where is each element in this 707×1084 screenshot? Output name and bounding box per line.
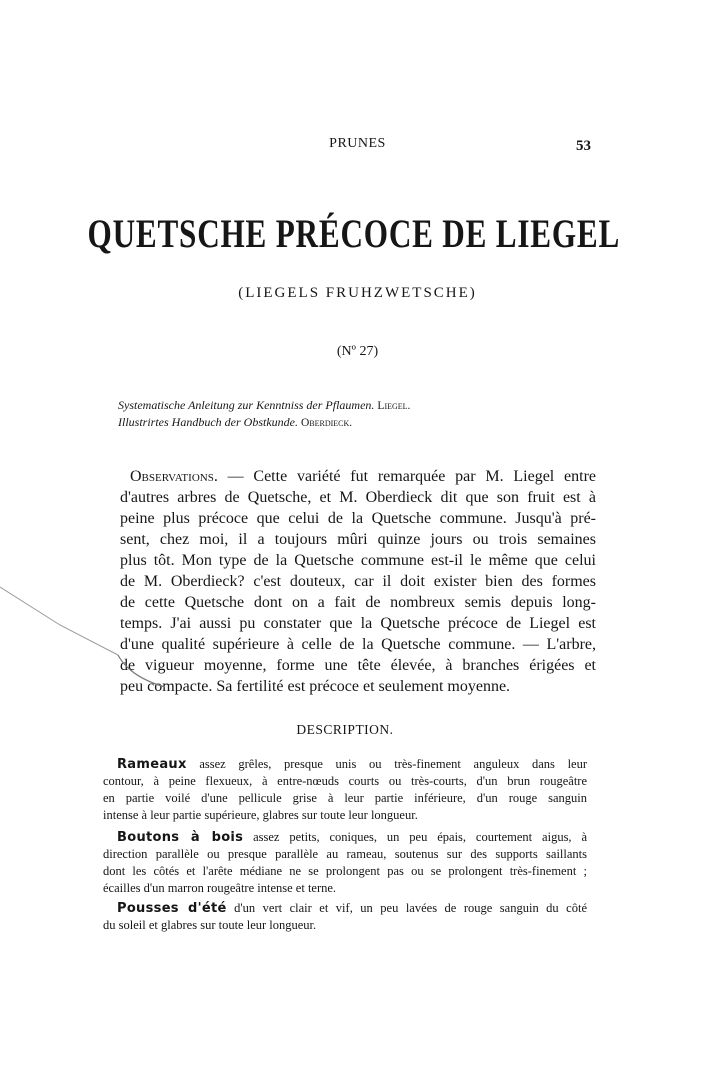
text-line: dont les côtés et l'arête médiane ne se prolongent pas ou se prolongent très-finement ; — [103, 864, 587, 878]
text-line: sent, chez moi, il a toujours mûri quinze jours ou trois semaines — [120, 531, 596, 548]
text-line: peu compacte. Sa fertilité est précoce et seulement moyenne. — [120, 678, 511, 695]
citation-work: Systematische Anleitung zur Kenntniss der Pflaumen. — [118, 398, 375, 412]
text-line: Boutons à bois assez petits, coniques, un peu épais, courtement aigus, à — [117, 830, 587, 845]
citation-author: Oberdieck. — [300, 417, 353, 429]
running-title: PRUNES — [329, 136, 386, 151]
text-line: écailles d'un marron rougeâtre intense et terne. — [103, 881, 337, 895]
description-paragraph-rameaux — [103, 756, 587, 824]
text-line: de vigueur moyenne, forme une tête élevée, à branches érigées et — [120, 657, 596, 674]
text-line: Pousses d'été d'un vert clair et vif, un peu lavées de rouge sanguin du côté — [117, 901, 587, 916]
text-line: peine plus précoce que celui de la Quetsche commune. Jusqu'à pré- — [120, 510, 596, 527]
subtitle: (LIEGELS FRUHZWETSCHE) — [238, 285, 477, 301]
text-line: Rameaux assez grêles, presque unis ou très-finement anguleux dans leur — [117, 757, 588, 772]
citation — [118, 398, 410, 413]
pencil-mark — [0, 585, 170, 695]
text-line: d'autres arbres de Quetsche, et M. Oberdieck dit que son fruit est à — [120, 489, 596, 506]
paragraph-lead: Rameaux — [117, 757, 187, 772]
text-line: en partie voilé d'une pellicule grise à leur partie inférieure, d'un rouge sanguin — [103, 791, 587, 805]
text-line: du soleil et glabres sur toute leur longueur. — [103, 918, 317, 932]
citation — [118, 415, 352, 430]
variety-number: (Nº 27) — [336, 344, 379, 359]
observations-paragraph — [120, 466, 596, 697]
paragraph-lead: Pousses d'été — [117, 901, 227, 916]
citation-work: Illustrirtes Handbuch der Obstkunde. — [118, 415, 298, 429]
text-line: de cette Quetsche dont on a fait de nombreux semis depuis long- — [120, 594, 596, 611]
paragraph-lead: Boutons à bois — [117, 830, 244, 845]
observations-label: Observations. — [130, 468, 218, 485]
page-title: QUETSCHE PRÉCOCE DE LIEGEL — [87, 211, 621, 256]
page-number: 53 — [576, 138, 591, 154]
text-line: plus tôt. Mon type de la Quetsche commune est-il le même que celui — [120, 552, 596, 569]
text-line: intense à leur partie supérieure, glabres sur toute leur longueur. — [103, 808, 418, 822]
text-line: temps. J'ai aussi pu constater que la Quetsche précoce de Liegel est — [120, 615, 596, 632]
text-line: d'une qualité supérieure à celle de la Quetsche commune. — L'arbre, — [120, 636, 596, 653]
description-heading: DESCRIPTION. — [296, 722, 394, 737]
text-line: de M. Oberdieck? c'est douteux, car il doit exister bien des formes — [120, 573, 596, 590]
description-paragraph-pousses — [103, 900, 587, 934]
description-paragraph-boutons — [103, 829, 587, 897]
text-line: contour, à peine flexueux, à entre-nœuds courts ou très-courts, d'un brun rougeâtre — [103, 774, 587, 788]
citation-author: Liegel. — [377, 400, 411, 412]
text-line: Observations. — Cette variété fut remarquée par M. Liegel entre — [130, 468, 597, 485]
text-line: direction parallèle ou presque parallèle au rameau, soutenus sur des supports saillants — [103, 847, 587, 861]
